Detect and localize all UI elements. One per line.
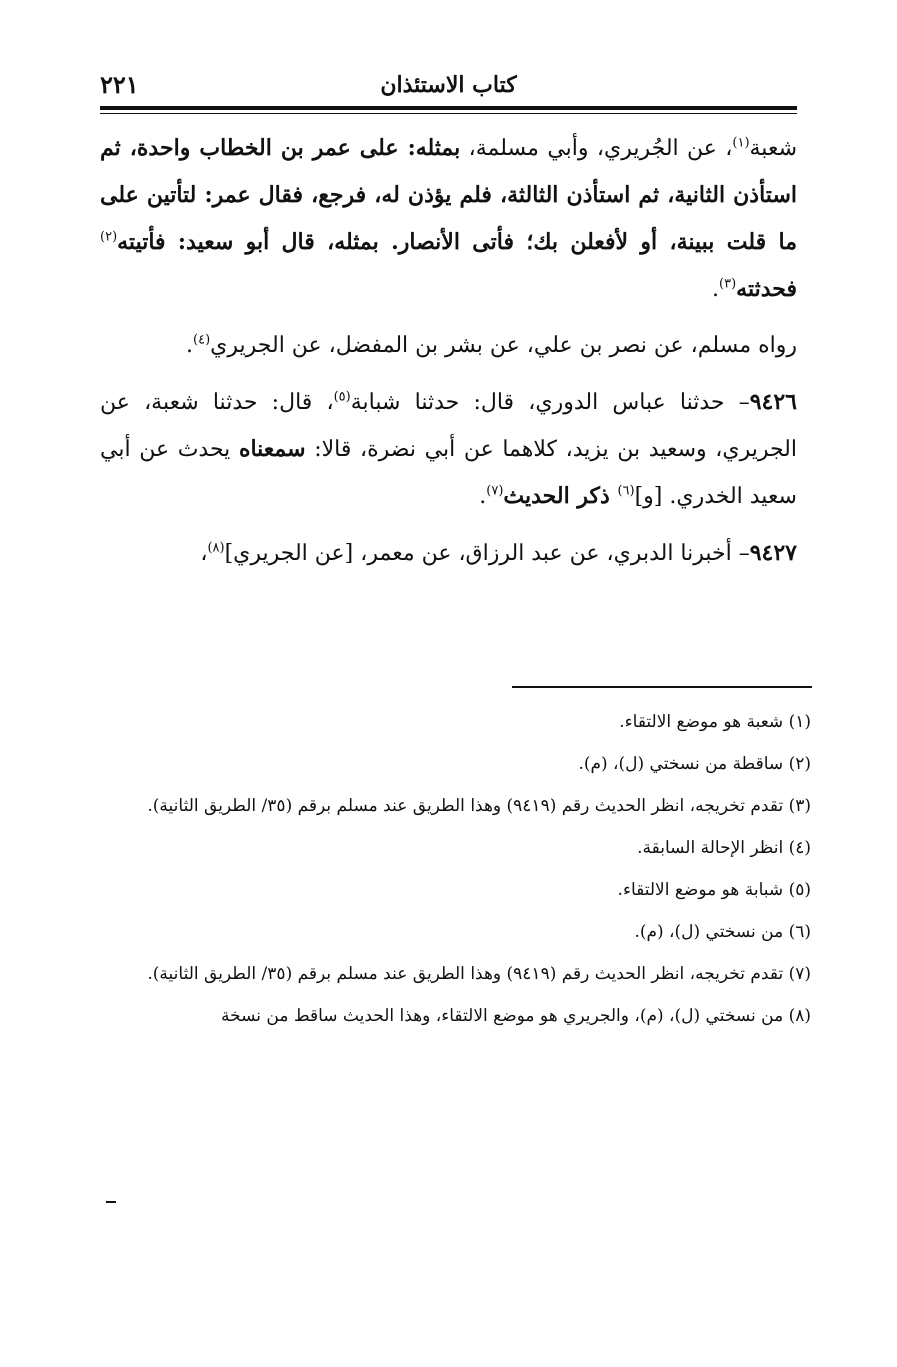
footnote-item: (٥) شبابة هو موضع الالتقاء. [617, 880, 811, 900]
chapter-title: كتاب الاستئذان [380, 72, 517, 98]
footnote-item: (٤) انظر الإحالة السابقة. [637, 838, 811, 858]
header-rule-thick [100, 106, 797, 110]
text-run: ، قال: حدثنا شعبة، عن الجريري، وسعيد بن يزيد، كلاهما عن أبي نضرة، قالا: [100, 390, 797, 462]
hadith-9426 [100, 379, 797, 520]
continuation-dash [106, 1201, 116, 1203]
footnotes [100, 704, 811, 1040]
footnote-ref-8: (٨) [207, 540, 225, 556]
hadith-number: ٩٤٢٦ [749, 389, 797, 415]
footnote-item: (٦) من نسختي (ل)، (م). [634, 922, 811, 942]
footnote-ref-3: (٣) [719, 276, 737, 292]
header-rule-thin [100, 113, 797, 114]
footnote-item: (٨) من نسختي (ل)، (م)، والجريري هو موضع الالتقاء، وهذا الحديث ساقط من نسخة [220, 1006, 811, 1026]
bold-text: سمعناه [238, 436, 306, 462]
text-run: – أخبرنا الدبري، عن عبد الرزاق، عن معمر، [عن الجريري] [224, 541, 750, 566]
footnote-ref-7: (٧) [486, 483, 504, 499]
paragraph-2 [100, 323, 797, 369]
bold-text: ذكر الحديث [503, 483, 618, 509]
text-run: شعبة [749, 136, 797, 161]
text-run: يحدث عن أبي سعيد الخدري. [و] [100, 437, 797, 509]
text-run: رواه مسلم، عن نصر بن علي، عن بشر بن المفضل، عن الجريري [210, 333, 797, 358]
bold-text: بمثله: على عمر بن الخطاب واحدة، ثم استأذن الثانية، ثم استأذن الثالثة، فلم يؤذن له، فرجع، فقال عمر: لتأتين على ما قلت ببينة، أو لأفعلن بك؛ فأتى الأنصار. بمثله، قال أبو سعيد: فأتيته [100, 135, 797, 255]
text-run: ، عن الجُريري، وأبي مسلمة، [460, 136, 733, 161]
footnote-item: (١) شعبة هو موضع الالتقاء. [619, 712, 811, 732]
footnote-item: (٣) تقدم تخريجه، انظر الحديث رقم (٩٤١٩) وهذا الطريق عند مسلم برقم (٣٥/ الطريق الثانية). [147, 796, 811, 816]
paragraph-1 [100, 125, 797, 313]
footnote-separator [512, 686, 812, 688]
page-number: ٢٢١ [100, 70, 139, 99]
footnote-ref-1: (١) [732, 135, 750, 151]
text-run: – حدثنا عباس الدوري، قال: حدثنا شبابة [350, 390, 750, 415]
footnote-item: (٢) ساقطة من نسختي (ل)، (م). [578, 754, 811, 774]
hadith-number: ٩٤٢٧ [749, 540, 797, 566]
hadith-9427 [100, 530, 797, 577]
footnote-ref-6: (٦) [617, 483, 635, 499]
footnote-ref-2: (٢) [100, 229, 118, 245]
footnote-ref-5: (٥) [333, 389, 351, 405]
bold-text: فحدثته [736, 276, 797, 302]
running-header [100, 72, 797, 106]
footnote-item: (٧) تقدم تخريجه، انظر الحديث رقم (٩٤١٩) وهذا الطريق عند مسلم برقم (٣٥/ الطريق الثانية). [147, 964, 811, 984]
main-text [100, 125, 797, 587]
text-run: . [479, 484, 487, 509]
text-run: . [712, 277, 720, 302]
text-run: ، [200, 541, 208, 566]
footnote-ref-4: (٤) [193, 332, 211, 348]
text-run: . [186, 333, 194, 358]
